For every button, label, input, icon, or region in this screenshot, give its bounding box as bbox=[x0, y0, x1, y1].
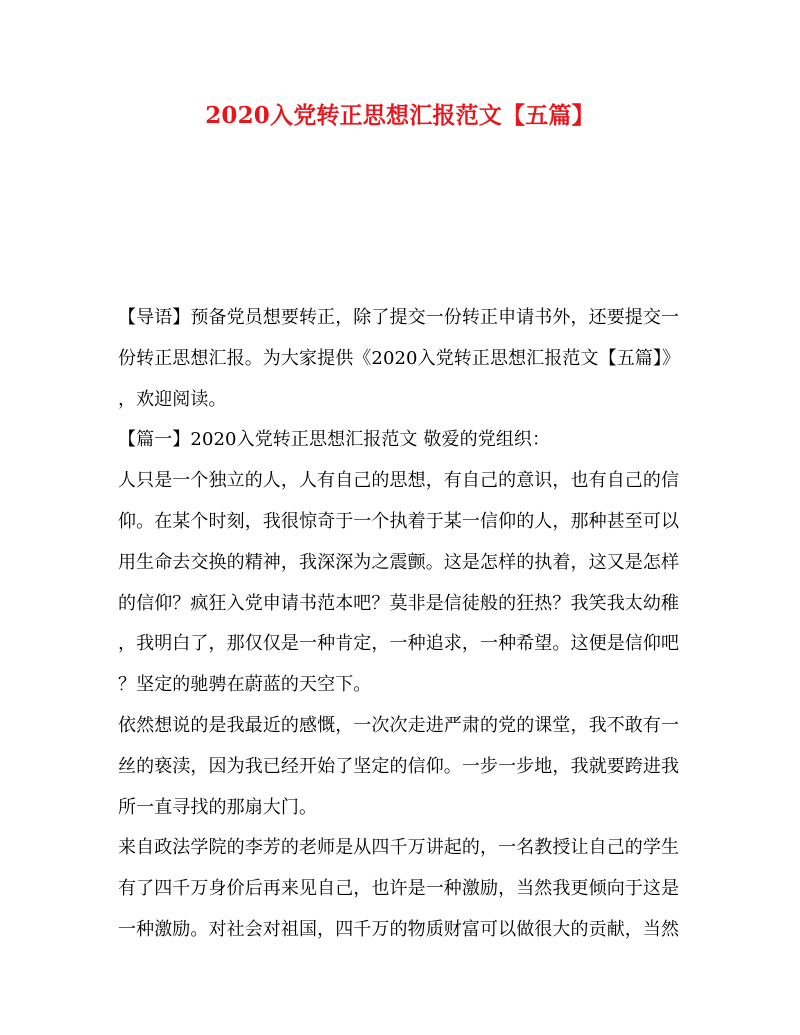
document-body bbox=[118, 298, 693, 951]
body-line: 来自政法学院的李芳的老师是从四千万讲起的，一名教授让自己的学生 bbox=[118, 837, 680, 859]
body-line: 用生命去交换的精神，我深深为之震颤。这是怎样的执着，这又是怎样 bbox=[118, 551, 680, 573]
body-line: 依然想说的是我最近的感慨，一次次走进严肃的党的课堂，我不敢有一 bbox=[118, 714, 680, 736]
body-line: 的信仰？疯狂入党申请书范本吧？莫非是信徒般的狂热？我笑我太幼稚 bbox=[118, 592, 680, 614]
body-line: 人只是一个独立的人，人有自己的思想，有自己的意识，也有自己的信 bbox=[118, 470, 680, 492]
body-line: 一种激励。对社会对祖国，四千万的物质财富可以做很大的贡献，当然 bbox=[118, 918, 680, 940]
body-line: 仰。在某个时刻，我很惊奇于一个执着于某一信仰的人，那种甚至可以 bbox=[118, 510, 680, 532]
body-line: 【导语】预备党员想要转正，除了提交一份转正申请书外，还要提交一 bbox=[118, 307, 680, 328]
body-line: ，欢迎阅读。 bbox=[118, 388, 227, 410]
body-line: 有了四千万身价后再来见自己，也许是一种激励，当然我更倾向于这是 bbox=[118, 878, 680, 900]
body-line: 所一直寻找的那扇大门。 bbox=[118, 796, 318, 818]
body-line: ？坚定的驰骋在蔚蓝的天空下。 bbox=[118, 674, 372, 696]
body-line: 【篇一】2020入党转正思想汇报范文 敬爱的党组织： bbox=[118, 429, 551, 451]
body-line: 丝的亵渎，因为我已经开始了坚定的信仰。一步一步地，我就要跨进我 bbox=[118, 755, 680, 777]
body-line: ，我明白了，那仅仅是一种肯定，一种追求，一种希望。这便是信仰吧 bbox=[118, 633, 680, 655]
body-line: 份转正思想汇报。为大家提供《2020入党转正思想汇报范文【五篇】》 bbox=[118, 347, 681, 369]
document-title: 2020入党转正思想汇报范文【五篇】 bbox=[205, 102, 595, 129]
